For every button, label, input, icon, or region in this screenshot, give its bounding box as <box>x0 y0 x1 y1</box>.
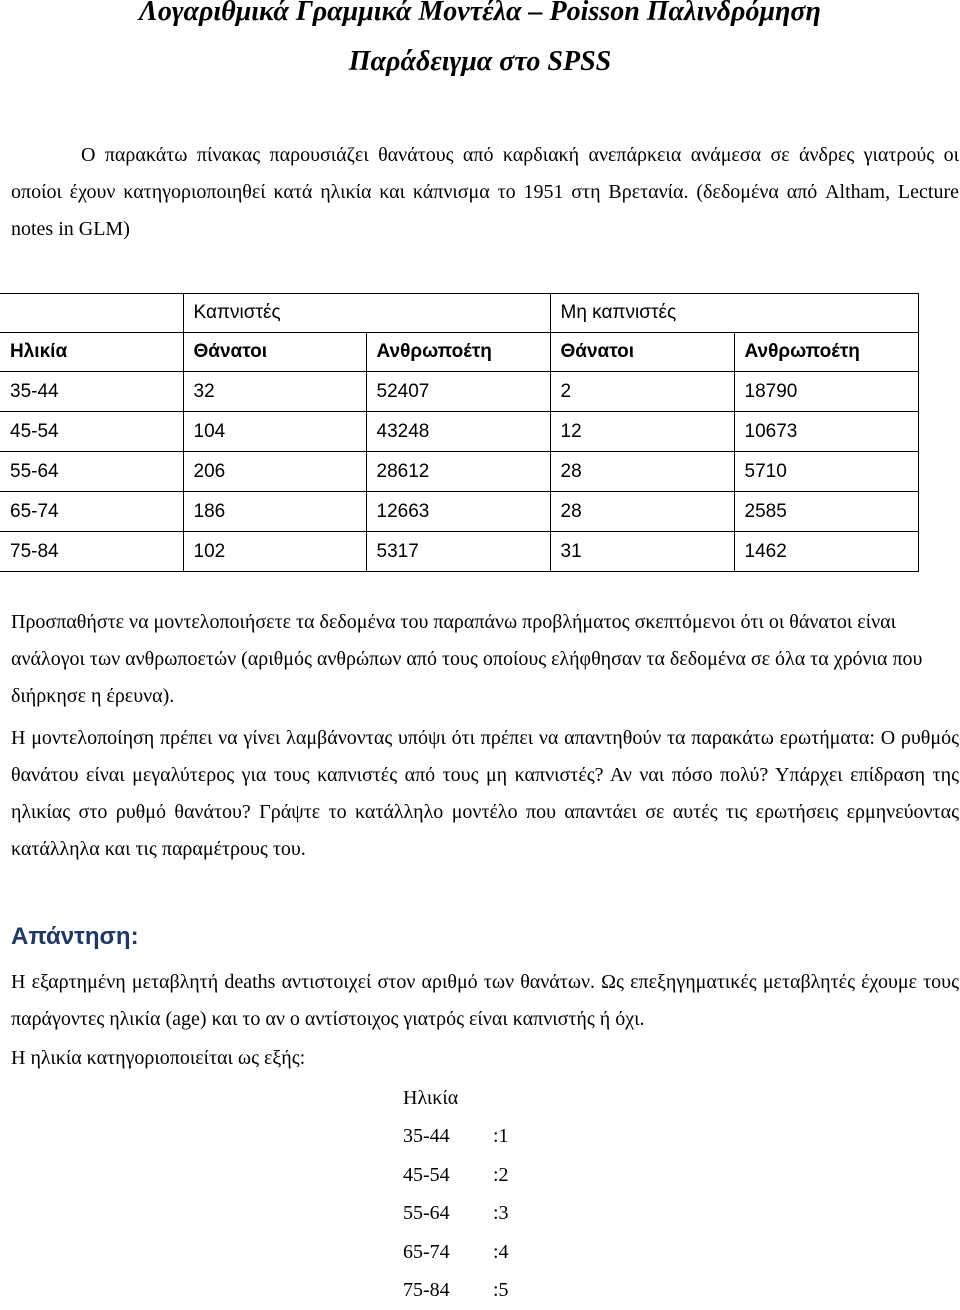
table-cell: 28 <box>550 452 734 492</box>
answer-paragraph-1: Η εξαρτημένη μεταβλητή deaths αντιστοιχεί στον αριθμό των θανάτων. Ως επεξηγηματικές μεταβλητές έχουμε τους παράγοντες ηλικία (age) και το αν ο αντίστοιχος γιατρός είναι καπνιστής ή όχι. <box>11 971 959 1030</box>
table-row <box>0 372 918 412</box>
deaths-table <box>0 293 919 572</box>
table-cell: 43248 <box>366 412 550 452</box>
age-range: 35-44 <box>403 1125 450 1147</box>
table-cell: 28 <box>550 492 734 532</box>
table-cell: 1462 <box>734 532 918 572</box>
table-group-header-row <box>0 294 918 333</box>
table-cell: 186 <box>183 492 366 532</box>
table-cell: 32 <box>183 372 366 412</box>
table-cell: 10673 <box>734 412 918 452</box>
answer-paragraph-2: Η ηλικία κατηγοριοποιείται ως εξής: <box>11 1047 306 1069</box>
table-cell-age: 65-74 <box>0 492 183 532</box>
table-cell: 18790 <box>734 372 918 412</box>
age-range: 75-84 <box>403 1279 450 1301</box>
table-cell: 28612 <box>366 452 550 492</box>
table-header-age: Ηλικία <box>0 333 183 372</box>
age-coding-list <box>403 1079 603 1310</box>
list-item <box>403 1156 603 1195</box>
task-paragraph-1: Προσπαθήστε να μοντελοποιήσετε τα δεδομένα του παραπάνω προβλήματος σκεπτόμενοι ότι οι θάνατοι είναι ανάλογοι των ανθρωποετών (αριθμός ανθρώπων από τους οποίους ελήφθησαν τα δεδομένα σε όλα τα χρόνια που διήρκησε η έρευνα). <box>11 611 923 707</box>
table-header-nonsmokers-deaths: Θάνατοι <box>550 333 734 372</box>
table-cell: 31 <box>550 532 734 572</box>
table-cell: 5317 <box>366 532 550 572</box>
list-item <box>403 1194 603 1233</box>
table-cell-age: 35-44 <box>0 372 183 412</box>
table-header-smokers-deaths: Θάνατοι <box>183 333 366 372</box>
age-range: 45-54 <box>403 1163 450 1186</box>
age-code: :1 <box>493 1125 509 1147</box>
age-code: :3 <box>493 1202 509 1224</box>
table-cell: 12 <box>550 412 734 452</box>
table-row <box>0 452 918 492</box>
age-coding-title: Ηλικία <box>403 1087 459 1109</box>
table-header-nonsmokers-person-years: Ανθρωποέτη <box>734 333 918 372</box>
list-item <box>403 1117 603 1156</box>
age-code: :5 <box>493 1279 509 1301</box>
intro-paragraph: Ο παρακάτω πίνακας παρουσιάζει θανάτους από καρδιακή ανεπάρκεια ανάμεσα σε άνδρες γιατρούς οι οποίοι έχουν κατηγοριοποιηθεί κατά ηλικία και κάπνισμα το 1951 στη Βρετανία. (δεδομένα από Altham, Lecture notes in GLM) <box>11 144 959 240</box>
age-code: :2 <box>493 1163 509 1186</box>
task-paragraph-2: Η μοντελοποίηση πρέπει να γίνει λαμβάνοντας υπόψι ότι πρέπει να απαντηθούν τα παρακάτω ερωτήματα: Ο ρυθμός θανάτου είναι μεγαλύτερος για τους καπνιστές από τους μη καπνιστές? Αν ναι πόσο πολύ? Υπάρχει επίδραση της ηλικίας στο ρυθμό θανάτου? Γράψτε το κατάλληλο μοντέλο που απαντάει σε αυτές τις ερωτήσεις ερμηνεύοντας κατάλληλα και τις παραμέτρους του. <box>11 727 959 860</box>
document-subtitle: Παράδειγμα στο SPSS <box>348 46 612 77</box>
table-cell: 206 <box>183 452 366 492</box>
table-group-empty-cell <box>0 294 183 333</box>
table-cell-age: 55-64 <box>0 452 183 492</box>
table-header-row <box>0 333 918 372</box>
table-cell: 104 <box>183 412 366 452</box>
table-cell: 12663 <box>366 492 550 532</box>
table-cell-age: 45-54 <box>0 412 183 452</box>
age-range: 65-74 <box>403 1240 450 1263</box>
table-row <box>0 532 918 572</box>
table-cell: 2 <box>550 372 734 412</box>
list-item <box>403 1271 603 1310</box>
age-code: :4 <box>493 1240 509 1263</box>
table-group-nonsmokers: Μη καπνιστές <box>550 294 918 333</box>
document-title: Λογαριθμικά Γραμμικά Μοντέλα – Poisson Παλινδρόμηση <box>139 0 821 27</box>
table-header-smokers-person-years: Ανθρωποέτη <box>366 333 550 372</box>
age-range: 55-64 <box>403 1202 450 1224</box>
table-cell: 2585 <box>734 492 918 532</box>
list-item <box>403 1233 603 1272</box>
table-cell: 102 <box>183 532 366 572</box>
table-group-smokers: Καπνιστές <box>183 294 550 333</box>
table-cell: 5710 <box>734 452 918 492</box>
answer-heading: Απάντηση: <box>11 923 139 950</box>
table-row <box>0 492 918 532</box>
table-cell: 52407 <box>366 372 550 412</box>
table-cell-age: 75-84 <box>0 532 183 572</box>
table-row <box>0 412 918 452</box>
